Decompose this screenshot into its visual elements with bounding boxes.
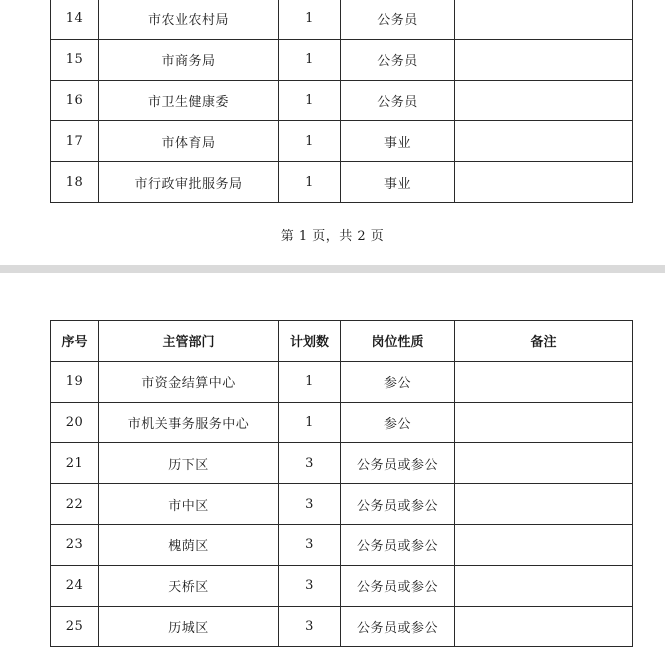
cell-count: 3 — [279, 606, 341, 647]
cell-no: 25 — [51, 606, 99, 647]
cell-dept: 市行政审批服务局 — [99, 162, 279, 203]
cell-type: 公务员 — [341, 0, 455, 39]
cell-no: 23 — [51, 524, 99, 565]
cell-no: 17 — [51, 121, 99, 162]
cell-count: 1 — [279, 162, 341, 203]
cell-count: 1 — [279, 361, 341, 402]
cell-no: 20 — [51, 402, 99, 443]
cell-no: 24 — [51, 565, 99, 606]
cell-note — [455, 484, 633, 525]
table-row — [51, 121, 633, 162]
table-row — [51, 565, 633, 606]
cell-count: 3 — [279, 565, 341, 606]
cell-count: 1 — [279, 80, 341, 121]
cell-note — [455, 402, 633, 443]
cell-no: 21 — [51, 443, 99, 484]
cell-note — [455, 361, 633, 402]
header-no: 序号 — [51, 321, 99, 362]
table-header-row — [51, 321, 633, 362]
cell-dept: 市体育局 — [99, 121, 279, 162]
cell-type: 公务员或参公 — [341, 524, 455, 565]
cell-type: 参公 — [341, 402, 455, 443]
cell-count: 1 — [279, 402, 341, 443]
table-row — [51, 162, 633, 203]
cell-count: 1 — [279, 39, 341, 80]
cell-dept: 历下区 — [99, 443, 279, 484]
table-row — [51, 39, 633, 80]
cell-type: 公务员或参公 — [341, 565, 455, 606]
document-page-1 — [0, 0, 665, 265]
header-type: 岗位性质 — [341, 321, 455, 362]
cell-type: 公务员 — [341, 39, 455, 80]
cell-count: 1 — [279, 121, 341, 162]
table-row — [51, 361, 633, 402]
cell-type: 公务员或参公 — [341, 443, 455, 484]
cell-type: 公务员 — [341, 80, 455, 121]
cell-note — [455, 606, 633, 647]
cell-type: 公务员或参公 — [341, 606, 455, 647]
cell-no: 19 — [51, 361, 99, 402]
header-dept: 主管部门 — [99, 321, 279, 362]
cell-note — [455, 39, 633, 80]
cell-dept: 市卫生健康委 — [99, 80, 279, 121]
cell-count: 1 — [279, 0, 341, 39]
cell-no: 14 — [51, 0, 99, 39]
page-separator — [0, 265, 665, 273]
cell-note — [455, 121, 633, 162]
table-row — [51, 524, 633, 565]
table-row — [51, 484, 633, 525]
cell-dept: 天桥区 — [99, 565, 279, 606]
cell-note — [455, 565, 633, 606]
quota-table-page-1 — [50, 0, 633, 203]
cell-dept: 槐荫区 — [99, 524, 279, 565]
document-page-2 — [0, 273, 665, 670]
cell-dept: 市中区 — [99, 484, 279, 525]
quota-table-page-2 — [50, 320, 633, 647]
cell-note — [455, 0, 633, 39]
cell-no: 18 — [51, 162, 99, 203]
cell-note — [455, 162, 633, 203]
table-row — [51, 443, 633, 484]
cell-dept: 市资金结算中心 — [99, 361, 279, 402]
cell-dept: 市商务局 — [99, 39, 279, 80]
table-row — [51, 402, 633, 443]
cell-no: 15 — [51, 39, 99, 80]
cell-dept: 市农业农村局 — [99, 0, 279, 39]
cell-type: 公务员或参公 — [341, 484, 455, 525]
cell-dept: 历城区 — [99, 606, 279, 647]
cell-count: 3 — [279, 484, 341, 525]
cell-type: 事业 — [341, 121, 455, 162]
cell-no: 22 — [51, 484, 99, 525]
cell-dept: 市机关事务服务中心 — [99, 402, 279, 443]
table-row — [51, 606, 633, 647]
cell-note — [455, 80, 633, 121]
header-note: 备注 — [455, 321, 633, 362]
table-row — [51, 0, 633, 39]
header-count: 计划数 — [279, 321, 341, 362]
cell-count: 3 — [279, 443, 341, 484]
page-footer: 第 1 页，共 2 页 — [280, 229, 385, 244]
cell-type: 参公 — [341, 361, 455, 402]
table-row — [51, 80, 633, 121]
cell-count: 3 — [279, 524, 341, 565]
cell-note — [455, 443, 633, 484]
cell-type: 事业 — [341, 162, 455, 203]
cell-note — [455, 524, 633, 565]
cell-no: 16 — [51, 80, 99, 121]
